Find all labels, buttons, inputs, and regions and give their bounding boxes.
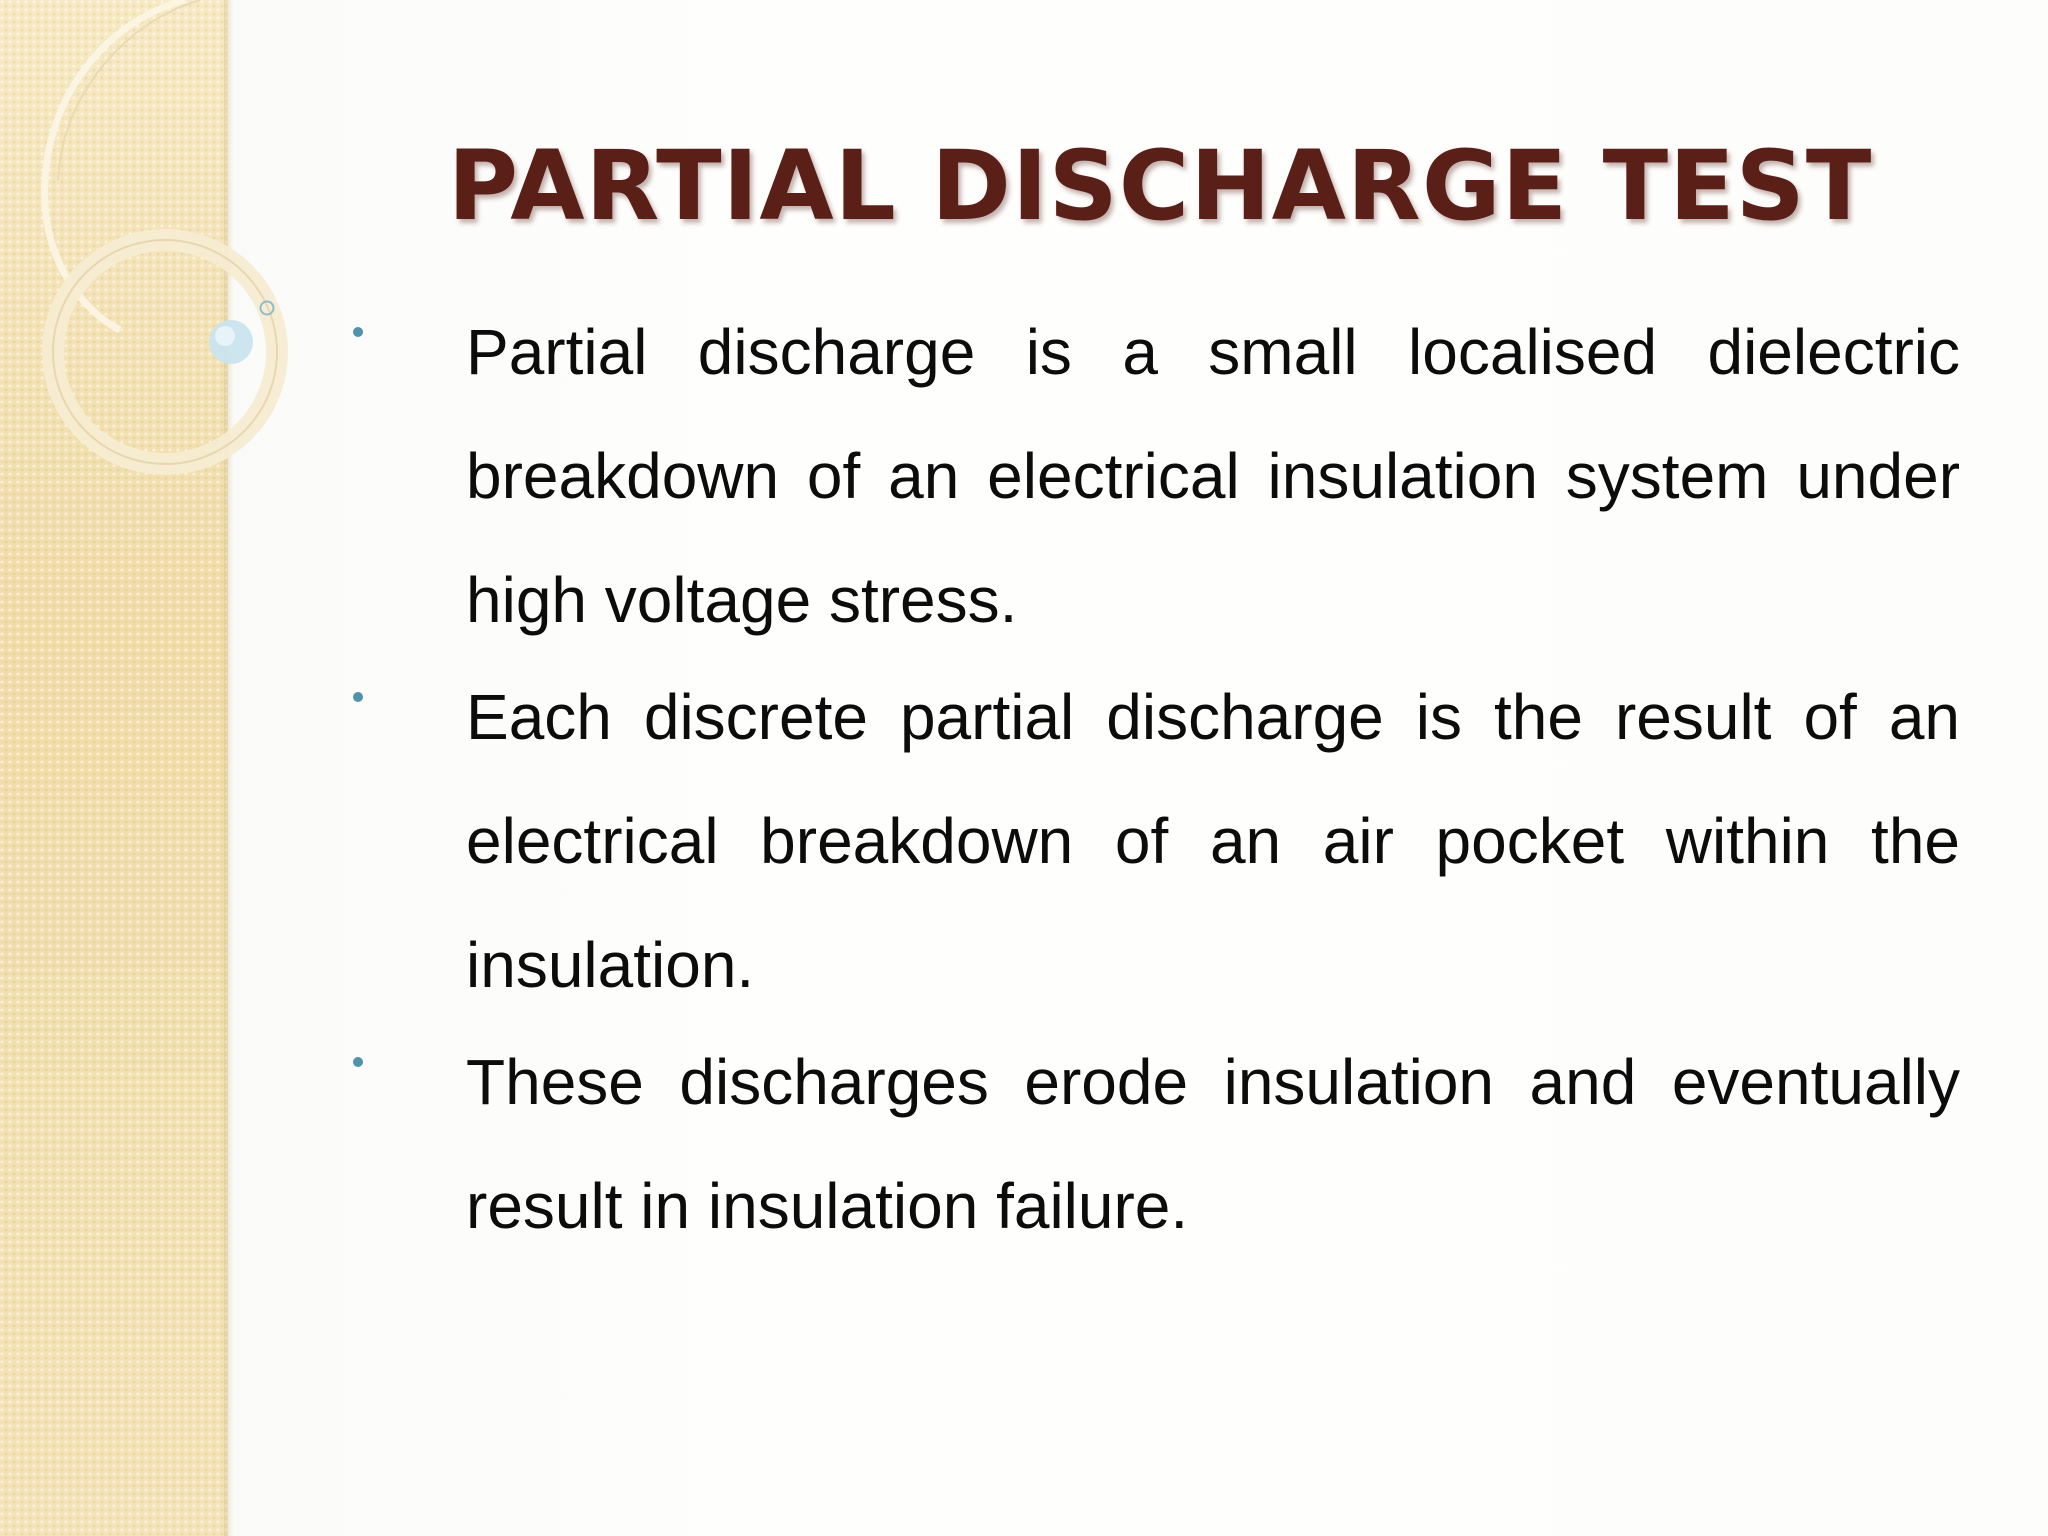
bullet-dot-icon <box>353 1057 363 1067</box>
bullet-text: Each discrete partial discharge is the result of an electrical breakdown of an air pocket within the insulation. <box>466 681 1960 1001</box>
bullet-list <box>340 310 1960 1281</box>
bullet-text: These discharges erode insulation and eventually result in insulation failure. <box>466 1046 1960 1242</box>
bullet-item <box>340 655 1960 1027</box>
bullet-item <box>340 290 1960 662</box>
slide-title: PARTIAL DISCHARGE TEST <box>447 130 1873 242</box>
decorative-rings <box>0 0 320 520</box>
bullet-dot-icon <box>353 692 363 702</box>
bullet-dot-icon <box>353 327 363 337</box>
bullet-text: Partial discharge is a small localised dielectric breakdown of an electrical insulation system under high voltage stress. <box>466 316 1960 636</box>
bullet-item <box>340 1020 1960 1268</box>
